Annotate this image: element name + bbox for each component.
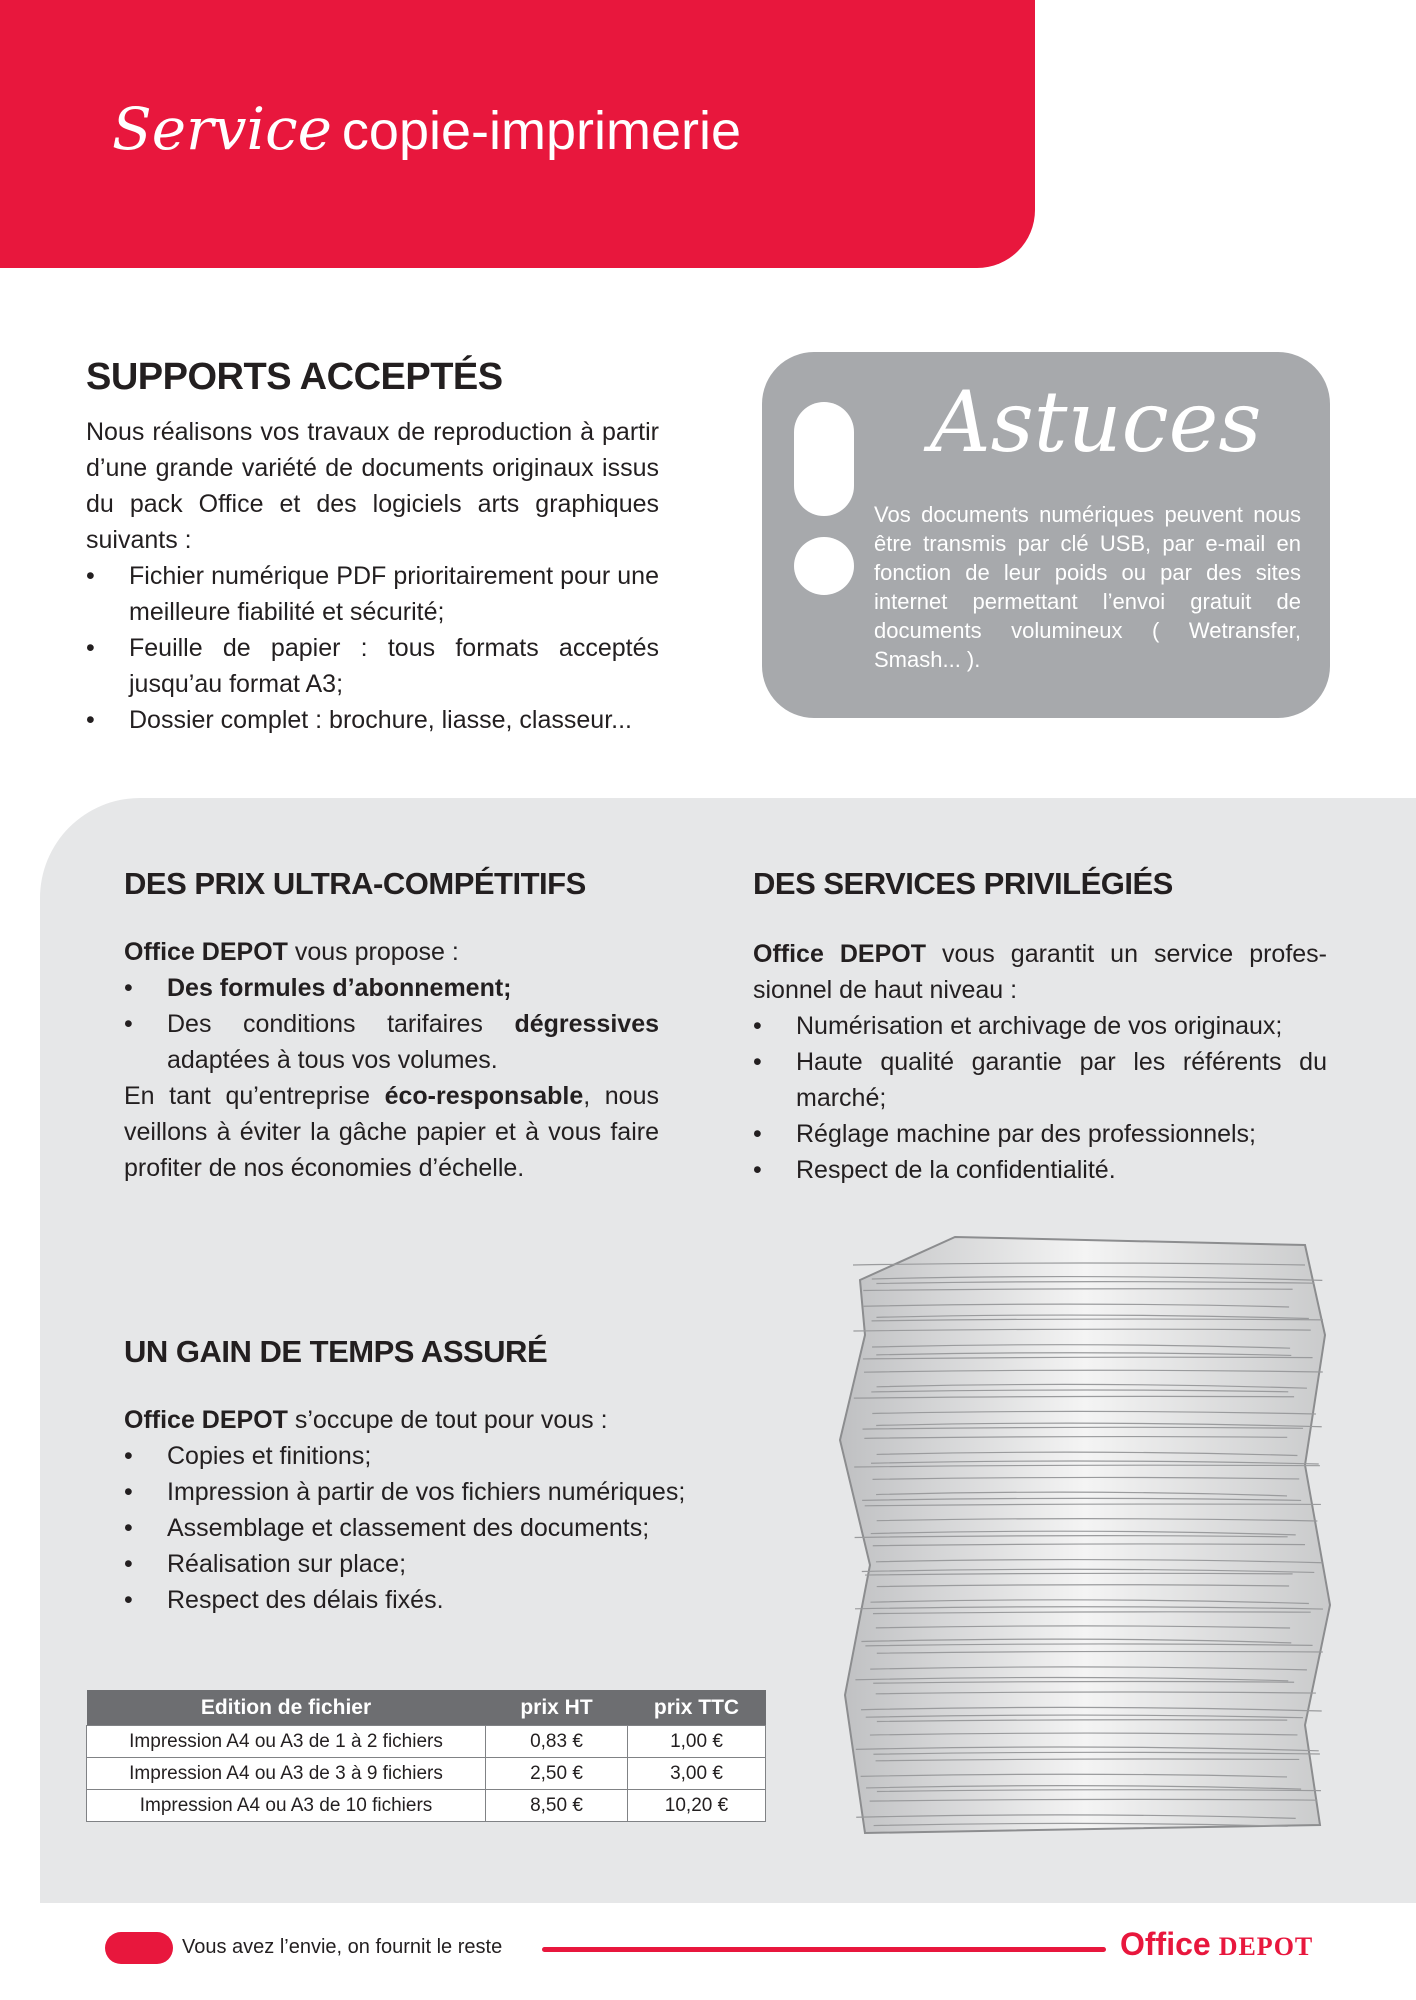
prix-intro: Office DEPOT vous propose : [124,938,459,966]
list-item: • Réglage machine par des professionnels; [753,1116,1327,1152]
price-table [86,1690,766,1822]
footer-slogan: Vous avez l’envie, on fournit le reste [182,1936,503,1958]
list-item: • Assemblage et classement des documents; [124,1510,744,1546]
list-item: • Dossier complet : brochure, liasse, classeur... [86,702,659,738]
paper-stack-image [835,1225,1335,1845]
gain-section [124,1402,744,1618]
astuces-text: Vos documents numériques peuvent nous être transmis par clé USB, par e-mail en fonction de leur poids ou par des sites internet permettant l’envoi gratuit de documents volumineux ( Wetransfer, Smash... ). [874,502,1301,672]
exclamation-icon [794,402,854,516]
logo-word-office: Office [1120,1926,1211,1962]
exclamation-dot-icon [794,537,854,595]
supports-intro: Nous réalisons vos travaux de reproduction à partir d’une grande variété de documents originaux issus du pack Office et des logiciels arts graphiques suivants : [86,418,659,554]
table-cell: 2,50 € [486,1758,628,1790]
list-item: • Feuille de papier : tous formats acceptés jusqu’au format A3; [86,630,659,702]
column-header: Edition de fichier [87,1690,486,1726]
table-header-row [87,1690,766,1726]
gain-list [124,1438,744,1618]
prix-heading: DES PRIX ULTRA-COMPÉTITIFS [124,866,586,901]
list-item: • Copies et finitions; [124,1438,744,1474]
services-list [753,1008,1327,1188]
footer-divider [542,1947,1106,1952]
list-item: • Réalisation sur place; [124,1546,744,1582]
table-row [87,1790,766,1822]
page-title-rest: copie-imprimerie [341,101,742,161]
gain-heading: UN GAIN DE TEMPS ASSURÉ [124,1334,548,1369]
gain-intro: Office DEPOT s’occupe de tout pour vous : [124,1406,608,1434]
prix-list [124,970,659,1078]
services-section [753,936,1327,1188]
logo-word-depot: DEPOT [1218,1932,1314,1961]
table-row [87,1758,766,1790]
list-item: • Des formules d’abonnement; [124,970,659,1006]
list-item: • Numérisation et archivage de vos originaux; [753,1008,1327,1044]
footer-accent-pill [105,1932,173,1964]
astuces-title: Astuces [930,373,1262,471]
table-cell: Impression A4 ou A3 de 1 à 2 fichiers [87,1726,486,1758]
services-heading: DES SERVICES PRIVILÉGIÉS [753,866,1173,901]
table-cell: 0,83 € [486,1726,628,1758]
supports-heading: SUPPORTS ACCEPTÉS [86,356,503,398]
paper-stack-body [840,1237,1330,1833]
office-depot-logo [1120,1928,1313,1960]
list-item: • Respect de la confidentialité. [753,1152,1327,1188]
page-title [112,95,742,163]
supports-list [86,558,659,738]
table-cell: 10,20 € [628,1790,766,1822]
column-header: prix TTC [628,1690,766,1726]
prix-section [124,934,659,1186]
table-cell: 8,50 € [486,1790,628,1822]
brand-name: Office DEPOT [124,1406,288,1434]
brand-name: Office DEPOT [753,940,926,968]
brand-name: Office DEPOT [124,938,288,966]
services-intro: Office DEPOT vous garantit un service professionnel de haut niveau : [753,940,1327,1004]
list-item: • Haute qualité garantie par les référents du marché; [753,1044,1327,1116]
list-item: • Fichier numérique PDF prioritairement pour une meilleure fiabilité et sécurité; [86,558,659,630]
table-row [87,1726,766,1758]
table-cell: 1,00 € [628,1726,766,1758]
supports-section [86,414,659,738]
column-header: prix HT [486,1690,628,1726]
list-item: • Respect des délais fixés. [124,1582,744,1618]
table-cell: 3,00 € [628,1758,766,1790]
table-cell: Impression A4 ou A3 de 3 à 9 fichiers [87,1758,486,1790]
page-title-script: Service [112,95,332,163]
table-cell: Impression A4 ou A3 de 10 fichiers [87,1790,486,1822]
list-item: • Impression à partir de vos fichiers numériques; [124,1474,744,1510]
prix-paragraph: En tant qu’entreprise éco-responsable, nous veillons à éviter la gâche papier et à vous faire profiter de nos économies d’échelle. [124,1082,659,1182]
list-item: • Des conditions tarifaires dégressives adaptées à tous vos volumes. [124,1006,659,1078]
